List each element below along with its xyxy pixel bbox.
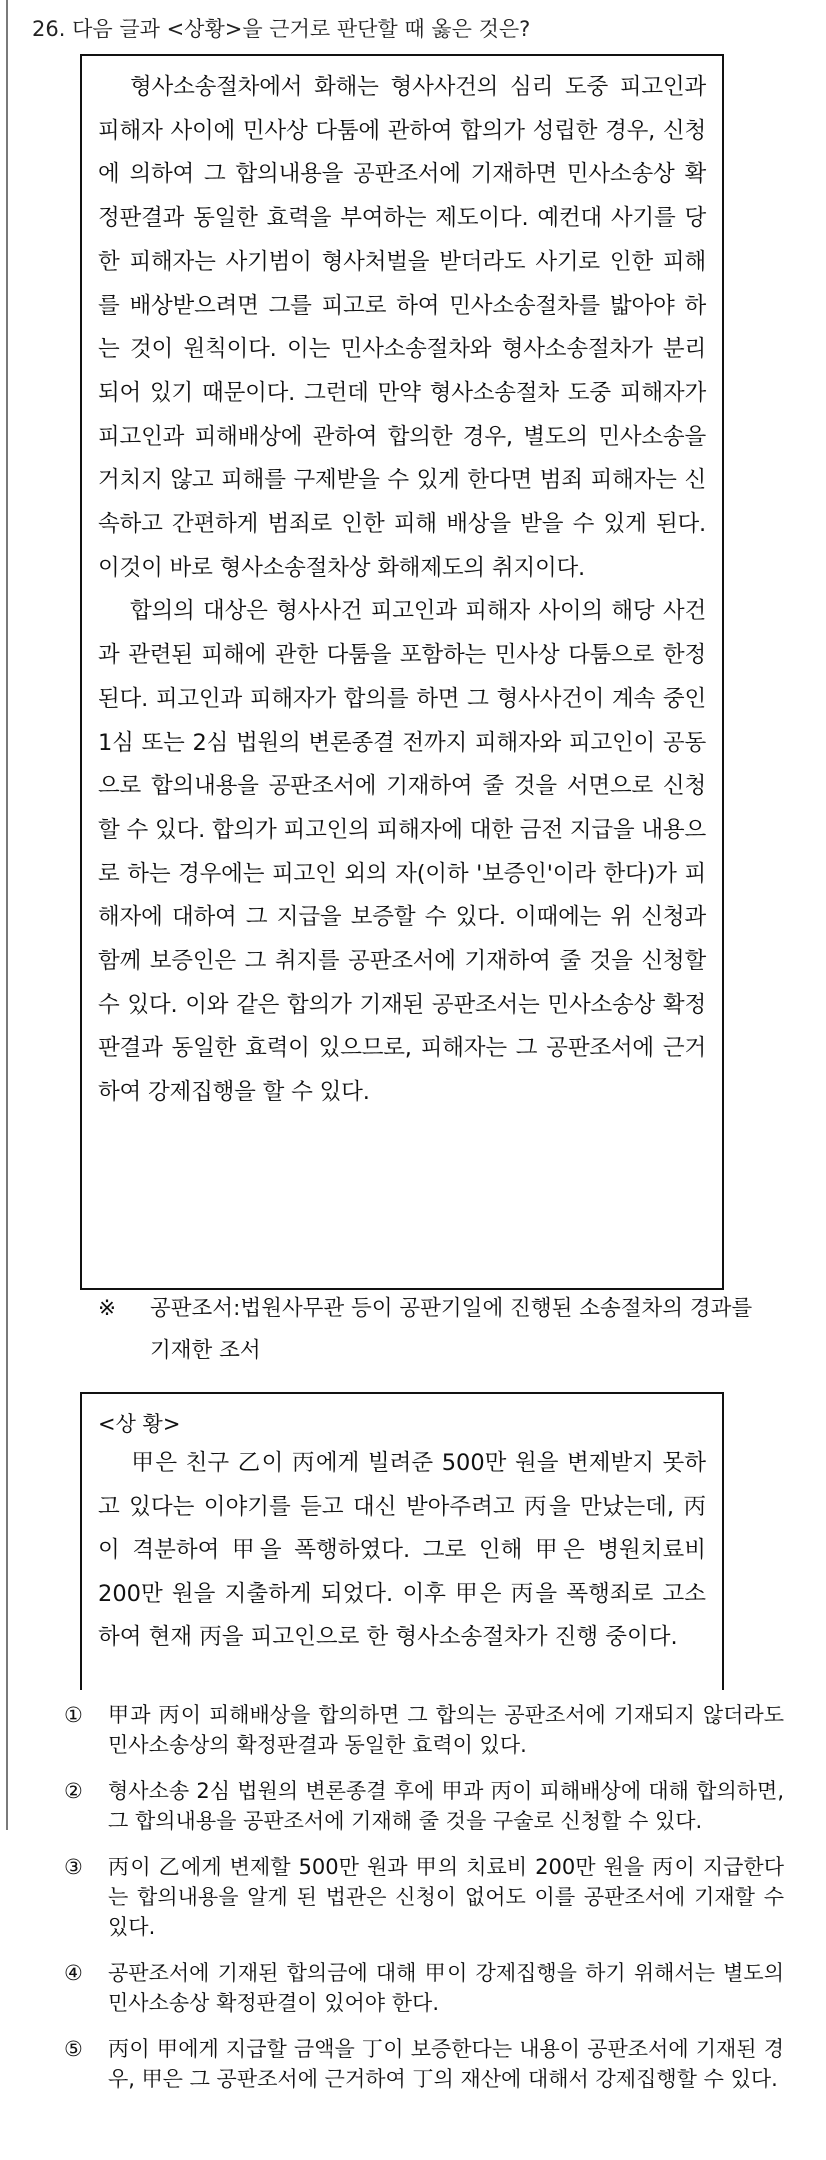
- choice-text: 공판조서에 기재된 합의금에 대해 甲이 강제집행을 하기 위해서는 별도의 민사소송상 확정판결이 있어야 한다.: [108, 1961, 784, 2015]
- passage-paragraph-text: 합의의 대상은 형사사건 피고인과 피해자 사이의 해당 사건과 관련된 피해에 관한 다툼을 포함하는 민사상 다툼으로 한정된다. 피고인과 피해자가 합의를 하면 그 형사사건이 계속 중인 1심 또는 2심 법원의 변론종결 전까지 피해자와 피고인이 공동으로 합의내용을 공판조서에 기재하여 줄 것을 서면으로 신청할 수 있다. 합의가 피고인의 피해자에 대한 금전 지급을 내용으로 하는 경우에는 피고인 외의 자(이하 '보증인'이라 한다)가 피해자에 대하여 그 지급을 보증할 수 있다. 이때에는 위 신청과 함께 보증인은 그 취지를 공판조서에 기재하여 줄 것을 신청할 수 있다. 이와 같은 합의가 기재된 공판조서는 민사소송상 확정판결과 동일한 효력이 있으므로, 피해자는 그 공판조서에 근거하여 강제집행을 할 수 있다.: [98, 598, 706, 1106]
- footnote-text: 공판조서:법원사무관 등이 공판기일에 진행된 소송절차의 경과를 기재한 조서: [150, 1296, 753, 1363]
- choice-text: 甲과 丙이 피해배상을 합의하면 그 합의는 공판조서에 기재되지 않더라도 민사소송상의 확정판결과 동일한 효력이 있다.: [108, 1703, 784, 1757]
- answer-choice[interactable]: [64, 1958, 784, 2018]
- answer-choice[interactable]: [64, 2034, 784, 2094]
- choice-text: 형사소송 2심 법원의 변론종결 후에 甲과 丙이 피해배상에 대해 합의하면, 그 합의내용을 공판조서에 기재해 줄 것을 구술로 신청할 수 있다.: [108, 1779, 784, 1833]
- choice-number: ②: [64, 1779, 83, 1803]
- situation-text: [98, 1442, 706, 1660]
- choice-number: ⑤: [64, 2037, 83, 2061]
- choice-text: 丙이 乙에게 변제할 500만 원과 甲의 치료비 200만 원을 丙이 지급한다는 합의내용을 알게 된 법관은 신청이 없어도 이를 공판조서에 기재할 수 있다.: [108, 1855, 784, 1939]
- footnote-mark: ※: [98, 1296, 117, 1321]
- passage-paragraph: [98, 590, 706, 1114]
- passage-paragraph-text: 형사소송절차에서 화해는 형사사건의 심리 도중 피고인과 피해자 사이에 민사상 다툼에 관하여 합의가 성립한 경우, 신청에 의하여 그 합의내용을 공판조서에 기재하면 민사소송상 확정판결과 동일한 효력을 부여하는 제도이다. 예컨대 사기를 당한 피해자는 사기범이 형사처벌을 받더라도 사기로 인한 피해를 배상받으려면 그를 피고로 하여 민사소송절차를 밟아야 하는 것이 원칙이다. 이는 민사소송절차와 형사소송절차가 분리되어 있기 때문이다. 그런데 만약 형사소송절차 도중 피해자가 피고인과 피해배상에 관하여 합의한 경우, 별도의 민사소송을 거치지 않고 피해를 구제받을 수 있게 한다면 범죄 피해자는 신속하고 간편하게 범죄로 인한 피해 배상을 받을 수 있게 된다. 이것이 바로 형사소송절차상 화해제도의 취지이다.: [98, 74, 706, 581]
- situation-box: [80, 1392, 724, 1690]
- question-title: 26. 다음 글과 <상황>을 근거로 판단할 때 옳은 것은?: [32, 17, 531, 41]
- choice-number: ③: [64, 1855, 83, 1879]
- choice-text: 丙이 甲에게 지급할 금액을 丁이 보증한다는 내용이 공판조서에 기재된 경우, 甲은 그 공판조서에 근거하여 丁의 재산에 대해서 강제집행할 수 있다.: [108, 2037, 784, 2091]
- answer-choice[interactable]: [64, 1852, 784, 1942]
- answer-choice[interactable]: [64, 1700, 784, 1760]
- left-margin-rule: [6, 0, 8, 1830]
- situation-header: <상 황>: [98, 1412, 181, 1436]
- passage-paragraph: [98, 66, 706, 590]
- answer-choice[interactable]: [64, 1776, 784, 1836]
- footnote: [98, 1288, 758, 1372]
- choice-number: ①: [64, 1703, 83, 1727]
- situation-text-body: 甲은 친구 乙이 丙에게 빌려준 500만 원을 변제받지 못하고 있다는 이야기를 듣고 대신 받아주려고 丙을 만났는데, 丙이 격분하여 甲을 폭행하였다. 그로 인해 甲은 병원치료비 200만 원을 지출하게 되었다. 이후 甲은 丙을 폭행죄로 고소하여 현재 丙을 피고인으로 한 형사소송절차가 진행 중이다.: [98, 1450, 706, 1650]
- answer-choices: [64, 1700, 784, 2110]
- passage-box: [80, 54, 724, 1290]
- choice-number: ④: [64, 1961, 83, 1985]
